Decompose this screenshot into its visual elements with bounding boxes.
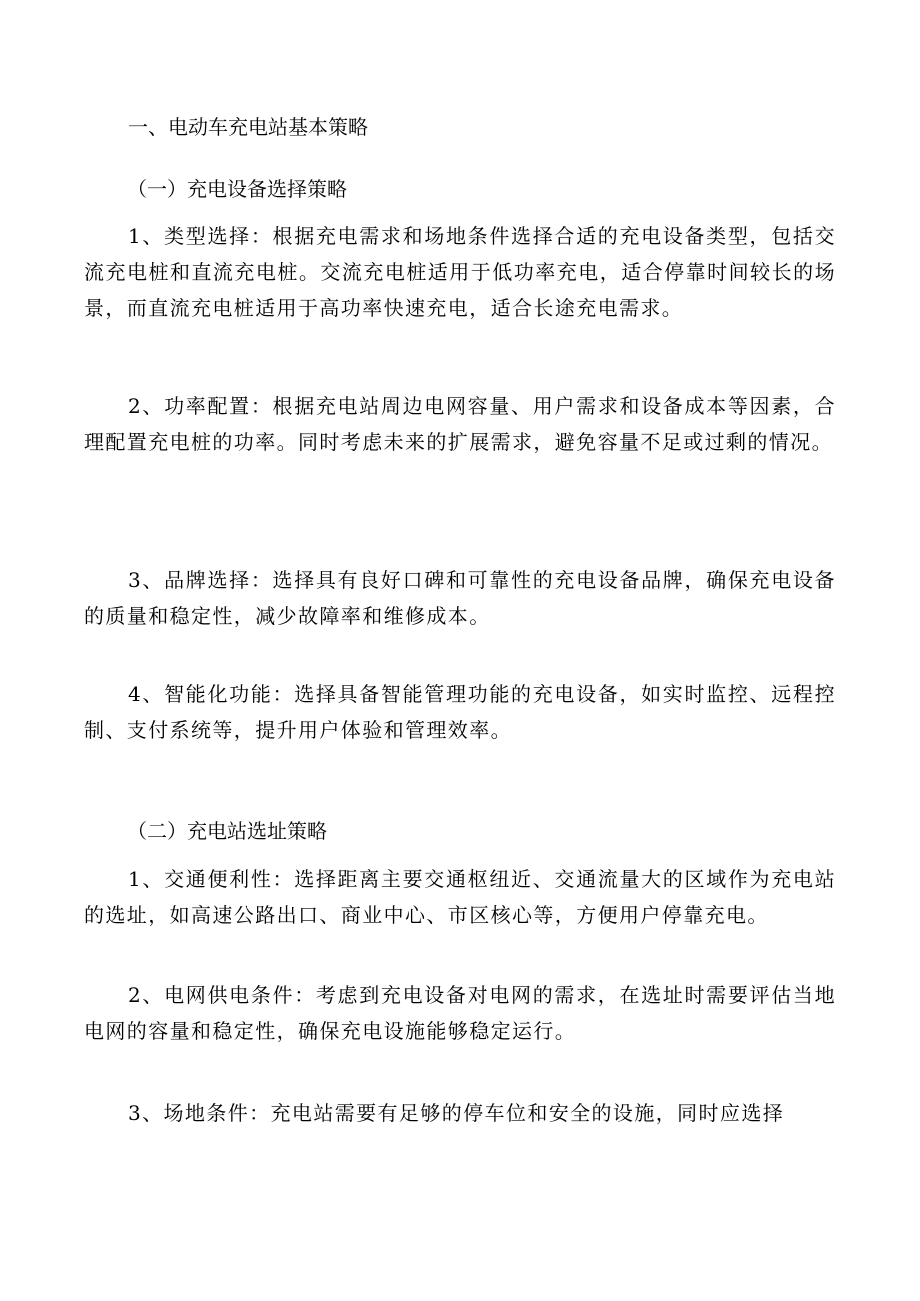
paragraph-site-conditions: 3、场地条件：充电站需要有足够的停车位和安全的设施，同时应选择 [128,1101,785,1125]
paragraph-power-config: 2、功率配置：根据充电站周边电网容量、用户需求和设备成本等因素，合理配置充电桩的功率。同时考虑未来的扩展需求，避免容量不足或过剩的情况。 [84,394,836,454]
section-title-equipment: （一）充电设备选择策略 [127,177,347,201]
paragraph-grid-supply: 2、电网供电条件：考虑到充电设备对电网的需求，在选址时需要评估当地电网的容量和稳定性，确保充电设施能够稳定运行。 [84,983,836,1043]
paragraph-transport-convenience: 1、交通便利性：选择距离主要交通枢纽近、交通流量大的区域作为充电站的选址，如高速公路出口、商业中心、市区核心等，方便用户停靠充电。 [84,867,836,927]
section-title-site-selection: （二）充电站选址策略 [127,819,327,843]
paragraph-brand-selection: 3、品牌选择：选择具有良好口碑和可靠性的充电设备品牌，确保充电设备的质量和稳定性，减少故障率和维修成本。 [84,568,836,628]
heading-level-1: 一、电动车充电站基本策略 [128,115,368,139]
paragraph-smart-functions: 4、智能化功能：选择具备智能管理功能的充电设备，如实时监控、远程控制、支付系统等，提升用户体验和管理效率。 [84,682,836,742]
paragraph-type-selection: 1、类型选择：根据充电需求和场地条件选择合适的充电设备类型，包括交流充电桩和直流充电桩。交流充电桩适用于低功率充电，适合停靠时间较长的场景，而直流充电桩适用于高功率快速充电，适合长途充电需求。 [84,224,836,320]
